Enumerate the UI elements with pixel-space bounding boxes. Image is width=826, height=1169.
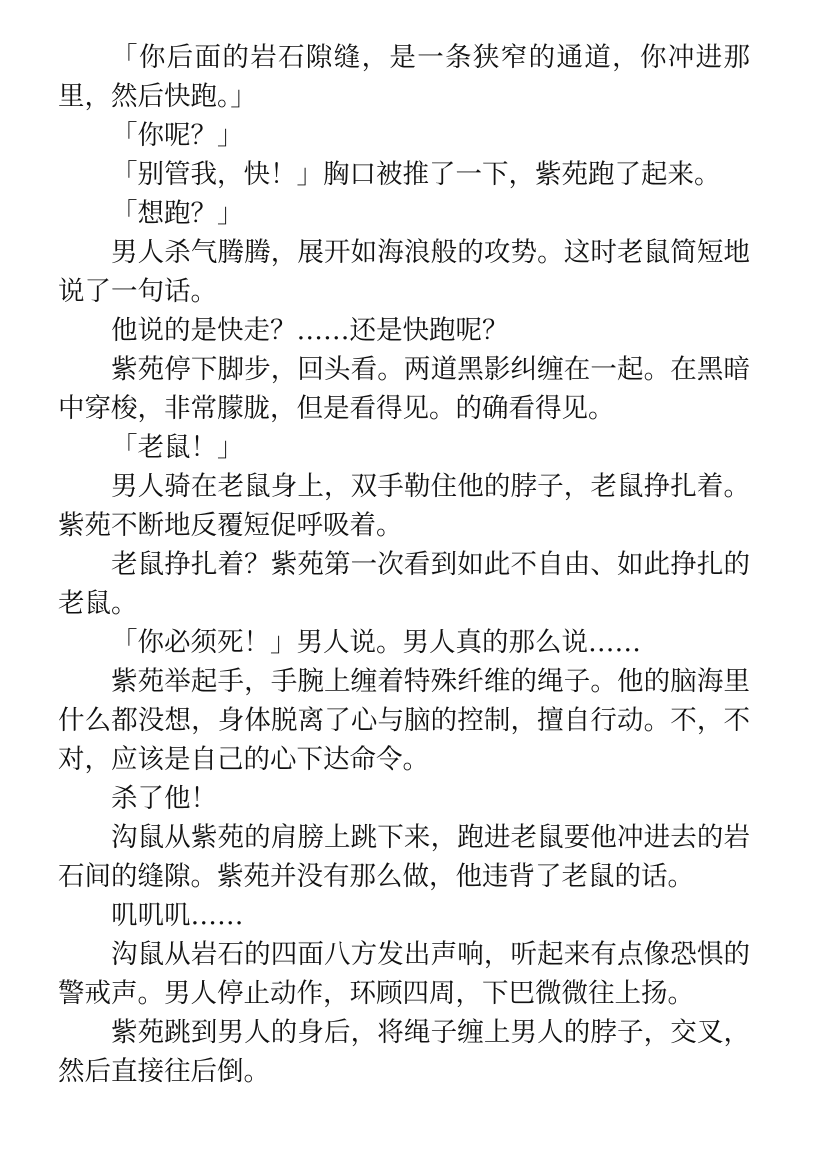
paragraph: 他说的是快走？……还是快跑呢？ <box>111 315 509 346</box>
paragraph: 「你呢？」 <box>111 120 244 151</box>
paragraph: 男人骑在老鼠身上，双手勒住他的脖子，老鼠挣扎着。紫苑不断地反覆短促呼吸着。 <box>58 471 750 541</box>
paragraph: 沟鼠从岩石的四面八方发出声响，听起来有点像恐惧的警戒声。男人停止动作，环顾四周，下巴微微往上扬。 <box>58 939 750 1009</box>
paragraph: 杀了他！ <box>111 783 217 814</box>
paragraph: 紫苑跳到男人的身后，将绳子缠上男人的脖子，交叉，然后直接往后倒。 <box>58 1017 750 1087</box>
paragraph: 「别管我，快！」胸口被推了一下，紫苑跑了起来。 <box>111 159 721 190</box>
paragraph: 叽叽叽…… <box>111 900 244 931</box>
paragraph: 「想跑？」 <box>111 198 244 229</box>
paragraph: 「你后面的岩石隙缝，是一条狭窄的通道，你冲进那里，然后快跑。」 <box>58 42 750 112</box>
paragraph: 「老鼠！」 <box>111 432 244 463</box>
paragraph: 沟鼠从紫苑的肩膀上跳下来，跑进老鼠要他冲进去的岩石间的缝隙。紫苑并没有那么做，他违背了老鼠的话。 <box>58 822 750 892</box>
paragraph: 紫苑停下脚步，回头看。两道黑影纠缠在一起。在黑暗中穿梭，非常朦胧，但是看得见。的确看得见。 <box>58 354 750 424</box>
paragraph: 紫苑举起手，手腕上缠着特殊纤维的绳子。他的脑海里什么都没想，身体脱离了心与脑的控制，擅自行动。不，不对，应该是自己的心下达命令。 <box>58 666 750 775</box>
paragraph: 老鼠挣扎着？紫苑第一次看到如此不自由、如此挣扎的老鼠。 <box>58 549 750 619</box>
document-body <box>58 38 750 1091</box>
paragraph: 「你必须死！」男人说。男人真的那么说…… <box>111 627 641 658</box>
paragraph: 男人杀气腾腾，展开如海浪般的攻势。这时老鼠简短地说了一句话。 <box>58 237 750 307</box>
